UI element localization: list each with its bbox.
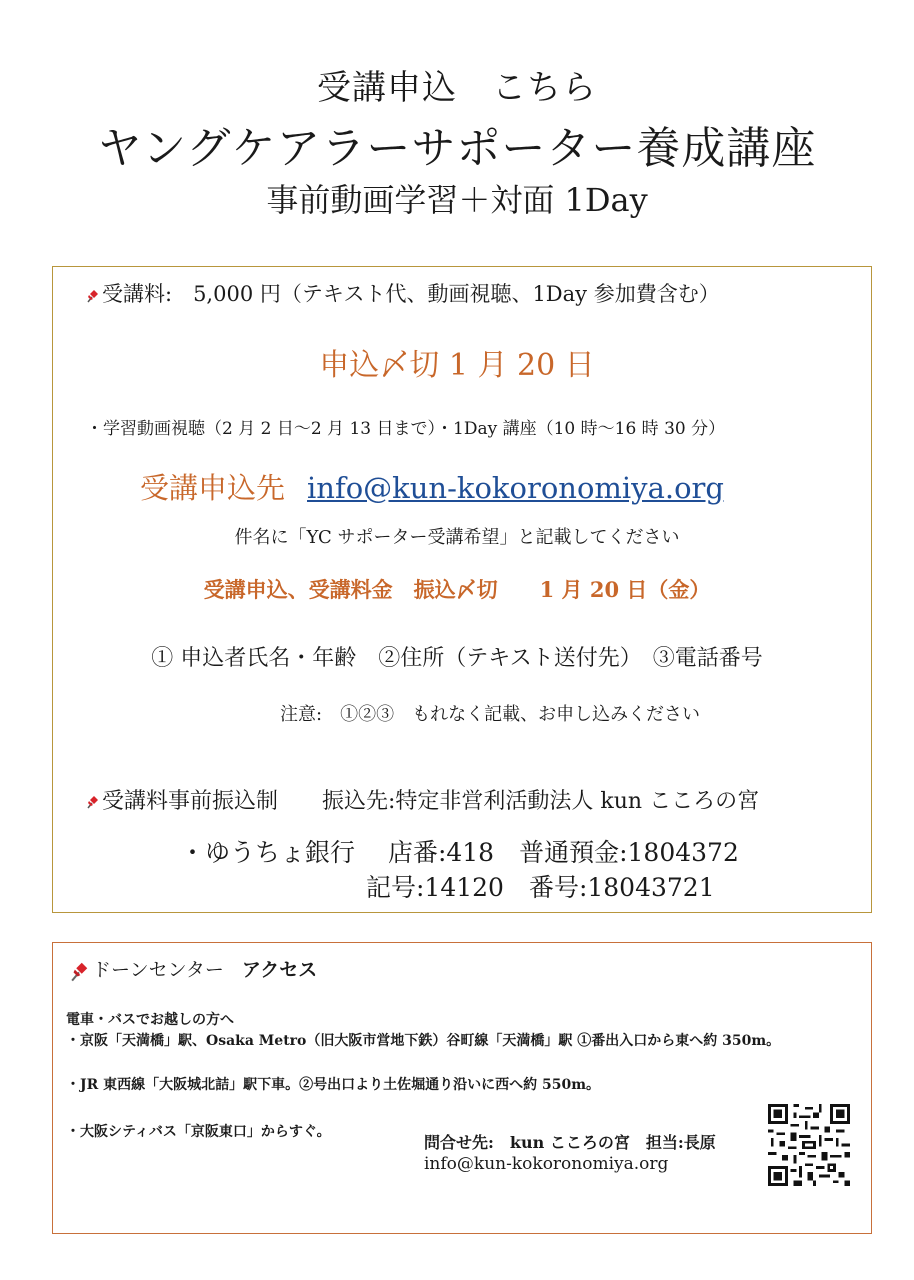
- bank-line2: 記号:14120 番号:18043721: [366, 873, 715, 902]
- qr-code-icon[interactable]: [768, 1104, 850, 1186]
- page-title: ヤングケアラーサポーター養成講座: [97, 123, 817, 174]
- access-route1: ・京阪「天満橋」駅、Osaka Metro（旧大阪市営地下鉄）谷町線「天満橋」駅 ①番出入口から東へ約 350m。: [66, 1033, 781, 1049]
- fee-line: [84, 278, 720, 308]
- transfer-heading: [84, 784, 759, 815]
- access-heading-a: ドーンセンター: [92, 959, 224, 981]
- apply-line: [140, 466, 724, 507]
- contact-email[interactable]: info@kun-kokoronomiya.org: [424, 1154, 669, 1174]
- caution-note: 注意: ①②③ もれなく記載、お申し込みください: [280, 704, 701, 725]
- pushpin-icon: [84, 794, 100, 810]
- access-intro: 電車・バスでお越しの方へ: [66, 1012, 234, 1028]
- pushpin-icon: [68, 960, 90, 982]
- pushpin-icon: [84, 288, 100, 304]
- required-items: ① 申込者氏名・年齢 ②住所（テキスト送付先） ③電話番号: [151, 646, 763, 671]
- access-route3: ・大阪シティバス「京阪東口」からすぐ。: [66, 1124, 331, 1140]
- payment-deadline: 受講申込、受講料金 振込〆切 1 月 20 日（金）: [203, 577, 711, 602]
- header-subtitle: 事前動画学習＋対面 1Day: [266, 181, 648, 219]
- access-heading-b: アクセス: [241, 959, 318, 981]
- bank-line1: ・ゆうちょ銀行 店番:418 普通預金:1804372: [180, 838, 739, 867]
- deadline: 申込〆切 1 月 20 日: [319, 348, 595, 383]
- subject-note: 件名に「YC サポーター受講希望」と記載してください: [234, 527, 680, 548]
- access-heading: [68, 955, 317, 982]
- access-route2: ・JR 東西線「大阪城北詰」駅下車。②号出口より土佐堀通り沿いに西へ約 550m。: [66, 1077, 601, 1093]
- header-line1: 受講申込 こちら: [317, 68, 597, 108]
- fee-text: 受講料: 5,000 円（テキスト代、動画視聴、1Day 参加費含む）: [102, 282, 720, 306]
- apply-label: 受講申込先: [140, 471, 286, 505]
- contact-line1: 問合せ先: kun こころの宮 担当:長原: [424, 1133, 716, 1152]
- apply-email-link[interactable]: info@kun-kokoronomiya.org: [307, 471, 724, 505]
- transfer-text: 受講料事前振込制 振込先:特定非営利活動法人 kun こころの宮: [102, 789, 760, 814]
- schedule: ・学習動画視聴（2 月 2 日～2 月 13 日まで）・1Day 講座（10 時～16 時 30 分）: [86, 419, 726, 439]
